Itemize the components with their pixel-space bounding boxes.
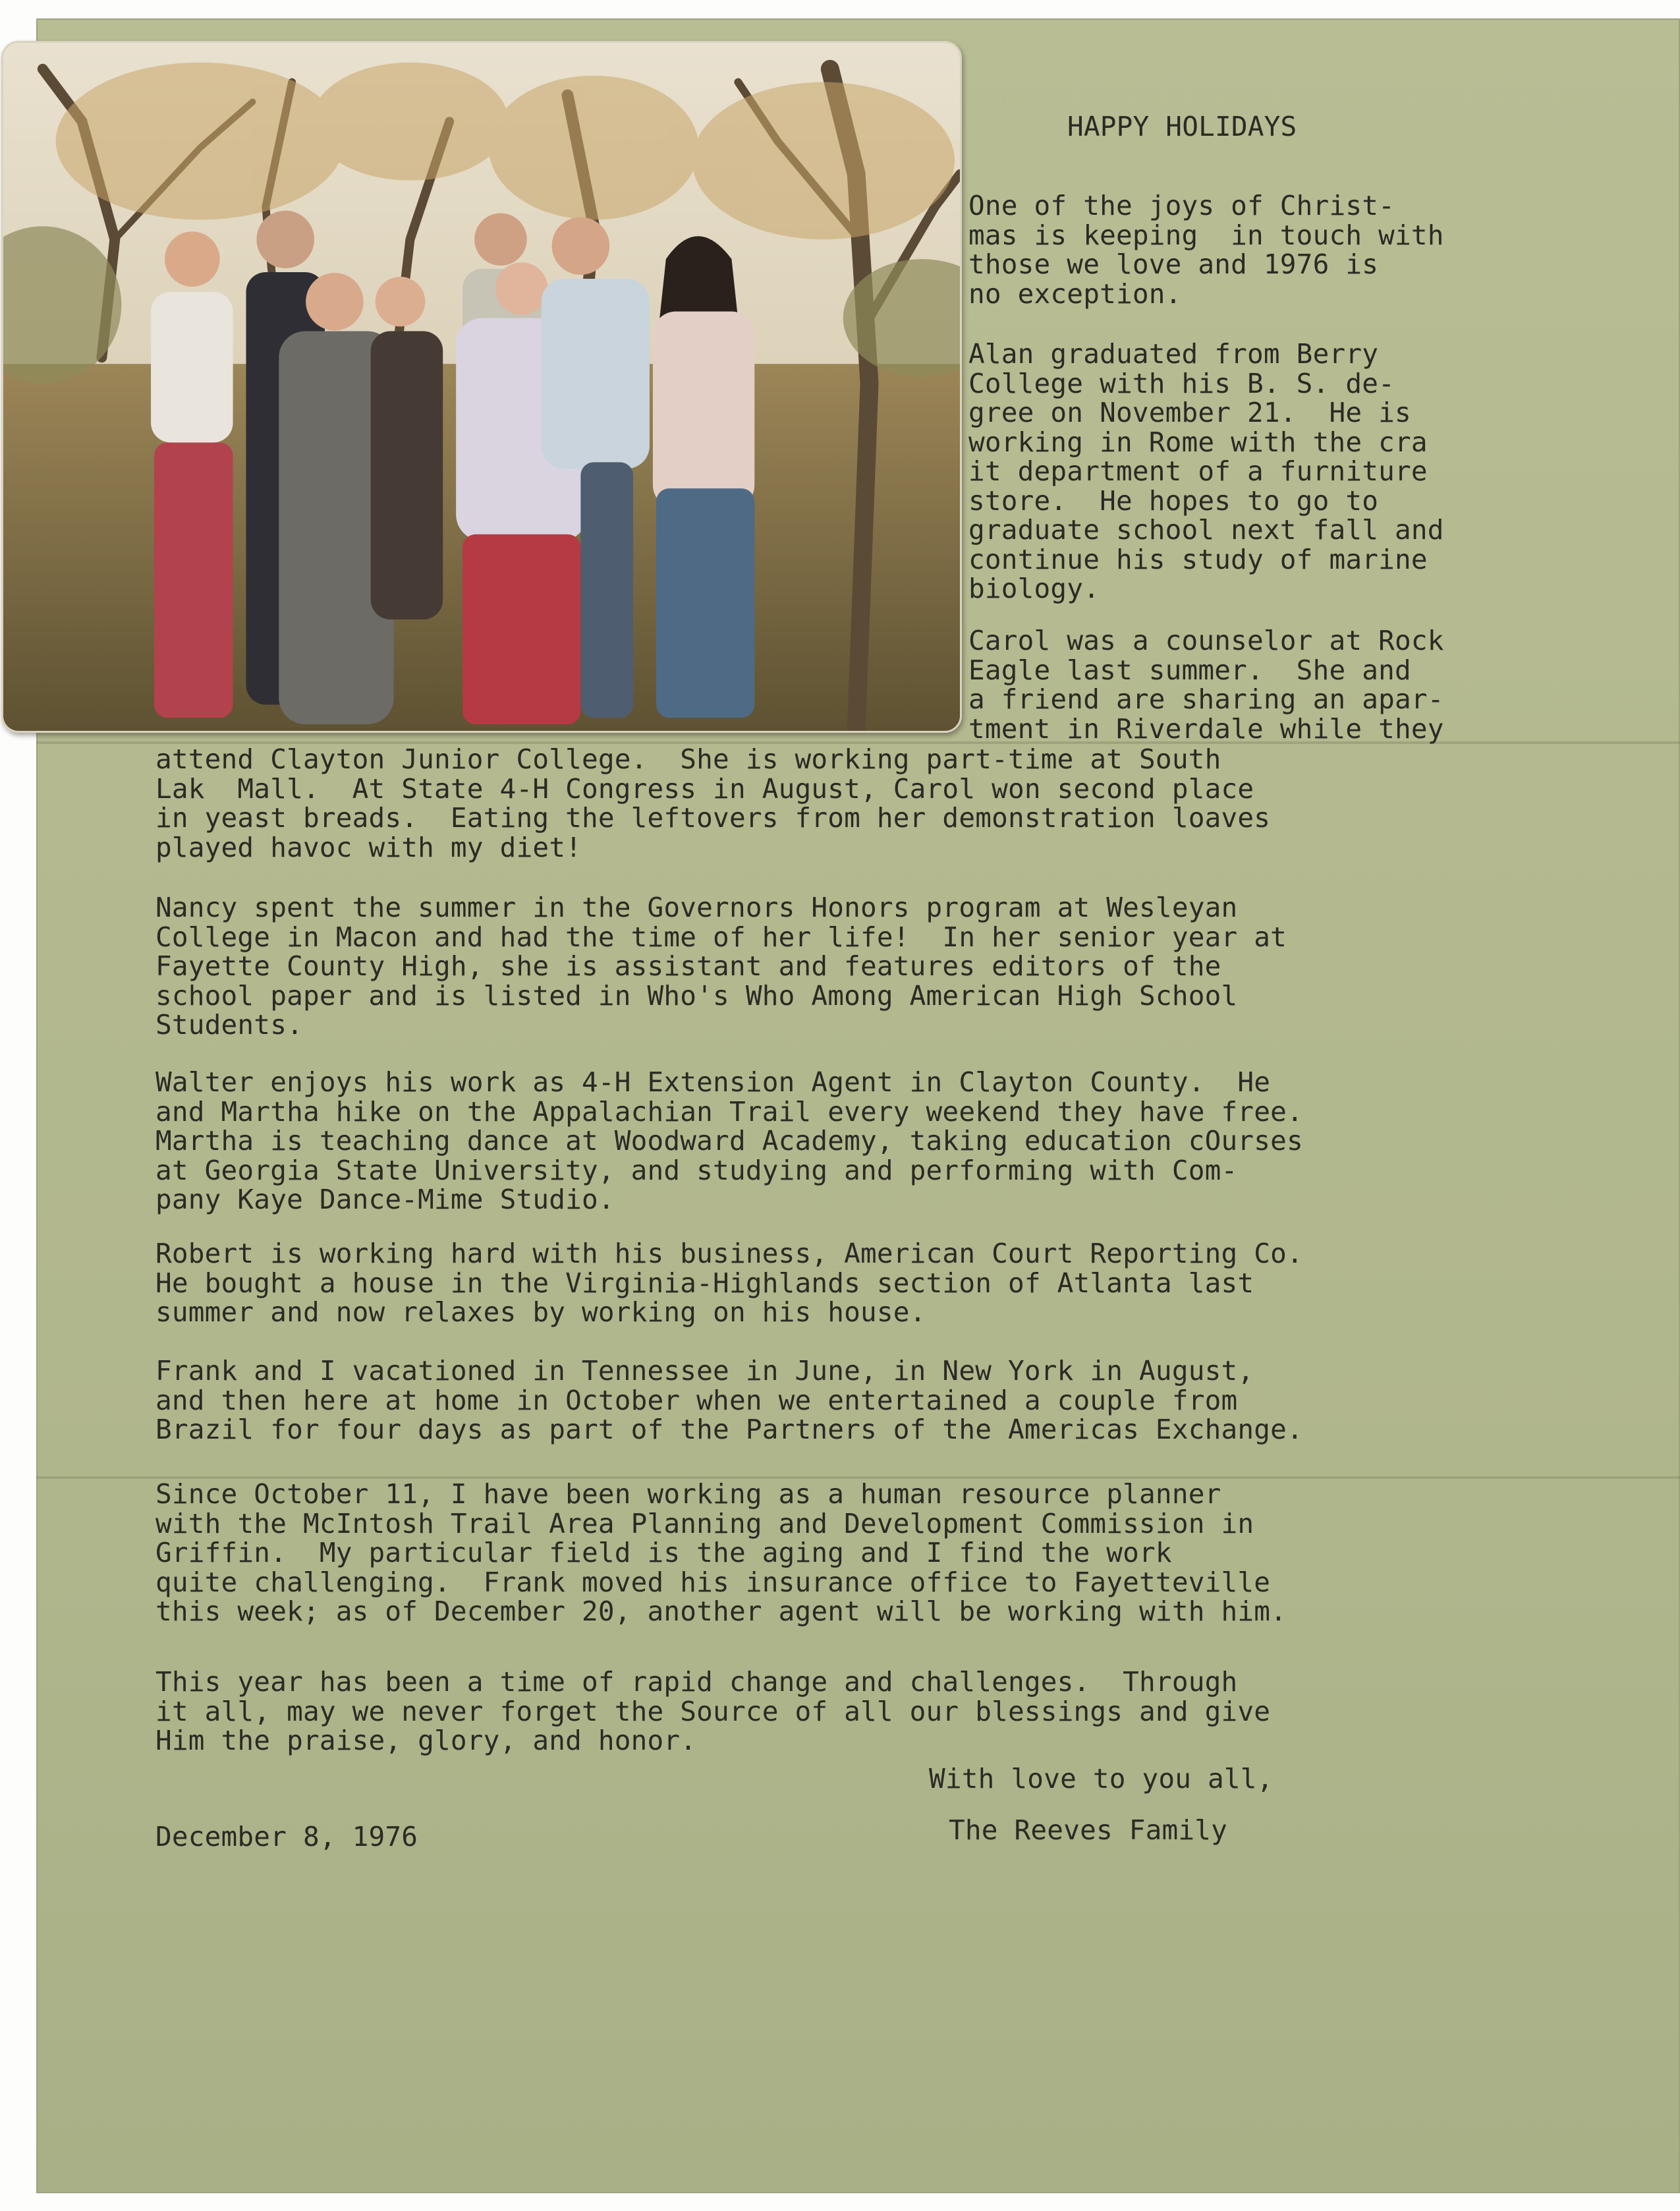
paragraph-alan: Alan graduated from Berry College with his B. S. de- gree on November 21. He is working in Rome with the cra it department of a furniture store. He hopes to go to graduate school next fall and continue his study of marine biology. xyxy=(968,338,1444,604)
paragraph-closing: This year has been a time of rapid change and challenges. Through it all, may we never forget the Source of all our blessings and give Him the praise, glory, and honor. xyxy=(155,1666,1271,1756)
signature: The Reeves Family xyxy=(949,1814,1228,1846)
paragraph-intro: One of the joys of Christ- mas is keeping in touch with those we love and 1976 is no exception. xyxy=(968,190,1444,310)
paragraph-carol-column: Carol was a counselor at Rock Eagle last summer. She and a friend are sharing an apar- tment in Riverdale while they xyxy=(968,625,1444,745)
paragraph-walter: Walter enjoys his work as 4-H Extension Agent in Clayton County. He and Martha hike on the Appalachian Trail every weekend they have free. Martha is teaching dance at Woodward Academy, taking education cOurses at Georgia State University, and studying and performing with Com- pany Kaye Dance-Mime Studio. xyxy=(155,1066,1303,1215)
paragraph-since: Since October 11, I have been working as a human resource planner with the McIntosh Trail Area Planning and Development Commission in Griffin. My particular field is the aging and I find the work quite challenging. Frank moved his insurance office to Fayetteville this week; as of December 20, another agent will be working with him. xyxy=(155,1478,1287,1627)
letter-date: December 8, 1976 xyxy=(155,1821,418,1852)
paragraph-nancy: Nancy spent the summer in the Governors Honors program at Wesleyan College in Macon and had the time of her life! In her senior year at Fayette County High, she is assistant and features editors of the school paper and is listed in Who's Who Among American High School Students. xyxy=(155,892,1287,1041)
paragraph-frank: Frank and I vacationed in Tennessee in June, in New York in August, and then here at home in October when we entertained a couple from Brazil for four days as part of the Partners of the Americas Exchange. xyxy=(155,1355,1303,1445)
family-photo xyxy=(1,41,962,733)
paragraph-robert: Robert is working hard with his business, American Court Reporting Co. He bought a house in the Virginia-Highlands section of Atlanta last summer and now relaxes by working on his house. xyxy=(155,1238,1303,1328)
sign-off: With love to you all, xyxy=(929,1763,1274,1795)
letter-title: HAPPY HOLIDAYS xyxy=(1067,111,1297,142)
paragraph-carol: attend Clayton Junior College. She is working part-time at South Lak Mall. At State 4-H Congress in August, Carol won second place in yeast breads. Eating the leftovers from her demonstration loaves played havoc with my diet! xyxy=(155,743,1271,863)
